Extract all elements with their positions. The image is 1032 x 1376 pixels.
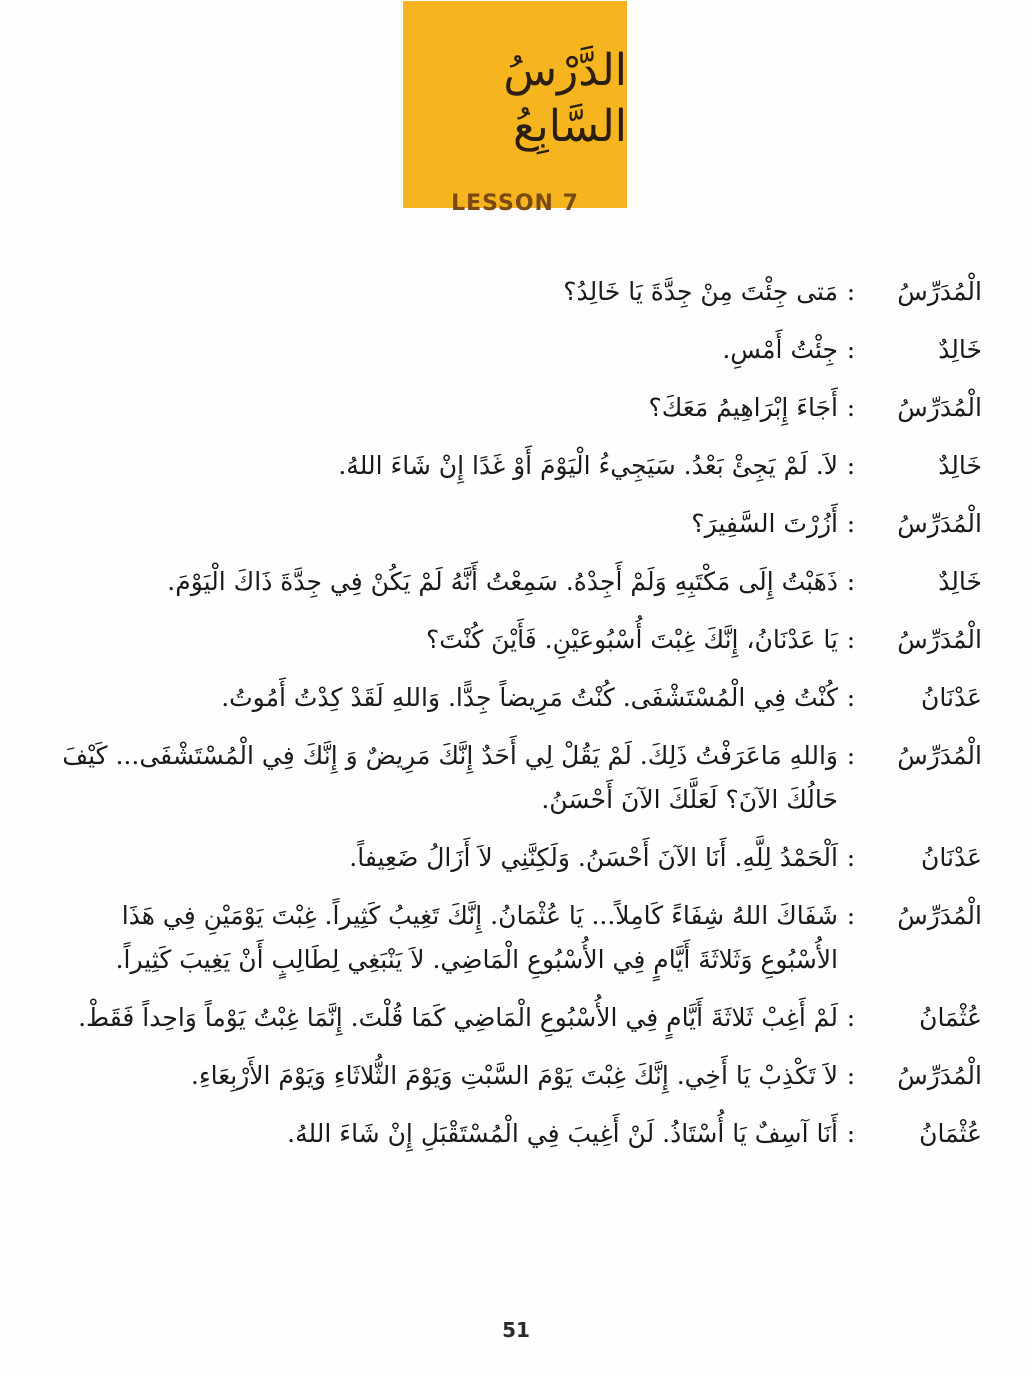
lesson-title-box xyxy=(403,1,627,216)
speech-text: يَا عَدْنَانُ، إِنَّكَ غِبْتَ أُسْبُوعَيْنِ. فَأَيْنَ كُنْتَ؟ xyxy=(425,625,838,654)
speaker-colon: : xyxy=(846,393,856,422)
dialogue-line xyxy=(50,502,982,546)
dialogue-line xyxy=(50,676,982,720)
lesson-title-english: LESSON 7 xyxy=(451,191,579,216)
speech-text: أَزُرْتَ السَّفِيرَ؟ xyxy=(691,509,838,538)
dialogue-line xyxy=(50,560,982,604)
speaker-colon: : xyxy=(846,1119,856,1148)
speech-text: لَمْ أَغِبْ ثَلاثَةَ أَيَّامٍ فِي الأُسْبُوعِ الْمَاضِي كَمَا قُلْتَ. إِنَّمَا غِبْتُ يَوْماً وَاحِداً فَقَطْ. xyxy=(78,1003,838,1032)
speaker-colon: : xyxy=(846,1003,856,1032)
speech-text: لاَ تَكْذِبْ يَا أَخِي. إِنَّكَ غِبْتَ يَوْمَ السَّبْتِ وَيَوْمَ الثُّلاثَاءِ وَيَوْمَ الأَرْبِعَاءِ. xyxy=(190,1061,838,1090)
speaker-colon: : xyxy=(846,1061,856,1090)
speech-text: جِئْتُ أَمْسِ. xyxy=(722,335,838,364)
speech-text: ذَهَبْتُ إِلَى مَكْتَبِهِ وَلَمْ أَجِدْهُ. سَمِعْتُ أَنَّهُ لَمْ يَكُنْ فِي جِدَّةَ ذَاكَ الْيَوْمَ. xyxy=(167,567,838,596)
speaker-name: الْمُدَرِّسُ xyxy=(897,625,982,654)
dialogue xyxy=(50,270,982,1170)
page-number: 51 xyxy=(502,1318,530,1342)
speaker-name: خَالِدٌ xyxy=(938,567,982,596)
speaker-colon: : xyxy=(846,277,856,306)
speaker-name: الْمُدَرِّسُ xyxy=(897,1061,982,1090)
dialogue-line xyxy=(50,270,982,314)
speaker-name: خَالِدٌ xyxy=(938,451,982,480)
speech-text: أَجَاءَ إِبْرَاهِيمُ مَعَكَ؟ xyxy=(648,393,838,422)
dialogue-line xyxy=(50,618,982,662)
speech-text: لاَ. لَمْ يَجِئْ بَعْدُ. سَيَجِيءُ الْيَوْمَ أَوْ غَدًا إِنْ شَاءَ اللهُ. xyxy=(338,451,838,480)
speaker-name: الْمُدَرِّسُ xyxy=(897,509,982,538)
dialogue-line xyxy=(50,328,982,372)
dialogue-line xyxy=(50,894,982,982)
speaker-colon: : xyxy=(846,901,856,930)
speaker-colon: : xyxy=(846,567,856,596)
speech-text: وَاللهِ مَاعَرَفْتُ ذَلِكَ. لَمْ يَقُلْ لِي أَحَدٌ إِنَّكَ مَرِيضٌ وَ إِنَّكَ فِي الْمُسْتَشْفَى... كَيْفَ حَالُكَ الآنَ؟ لَعَلَّكَ الآنَ أَحْسَنُ. xyxy=(62,741,838,814)
speech-text: شَفَاكَ اللهُ شِفَاءً كَامِلاً... يَا عُثْمَانُ. إِنَّكَ تَغِيبُ كَثِيراً. غِبْتَ يَوْمَيْنِ فِي هَذَا الأُسْبُوعِ وَثَلاثَةَ أَيَّامٍ فِي الأُسْبُوعِ الْمَاضِي. لاَ يَنْبَغِي لِطَالِبٍ أَنْ يَغِيبَ كَثِيراً. xyxy=(115,901,838,974)
speaker-name: عُثْمَانُ xyxy=(919,1119,982,1148)
dialogue-line xyxy=(50,1054,982,1098)
lesson-title-arabic: الدَّرْسُ السَّابِعُ xyxy=(503,45,627,152)
speaker-name: الْمُدَرِّسُ xyxy=(897,901,982,930)
speaker-name: عَدْنَانُ xyxy=(921,683,982,712)
speaker-colon: : xyxy=(846,451,856,480)
speaker-colon: : xyxy=(846,509,856,538)
speech-text: كُنْتُ فِي الْمُسْتَشْفَى. كُنْتُ مَرِيضاً جِدًّا. وَاللهِ لَقَدْ كِدْتُ أَمُوتُ. xyxy=(221,683,838,712)
speaker-colon: : xyxy=(846,741,856,770)
speech-text: اَلْحَمْدُ لِلَّهِ. أَنَا الآنَ أَحْسَنُ. وَلَكِنَّنِي لاَ أَزَالُ ضَعِيفاً. xyxy=(349,843,838,872)
speaker-name: خَالِدٌ xyxy=(938,335,982,364)
speaker-name: عَدْنَانُ xyxy=(921,843,982,872)
dialogue-line xyxy=(50,734,982,822)
speaker-colon: : xyxy=(846,843,856,872)
dialogue-line xyxy=(50,386,982,430)
dialogue-line xyxy=(50,444,982,488)
speech-text: مَتى جِئْتَ مِنْ جِدَّةَ يَا خَالِدُ؟ xyxy=(563,277,838,306)
speaker-colon: : xyxy=(846,625,856,654)
speaker-colon: : xyxy=(846,335,856,364)
speaker-name: الْمُدَرِّسُ xyxy=(897,277,982,306)
speaker-colon: : xyxy=(846,683,856,712)
dialogue-line xyxy=(50,836,982,880)
dialogue-line xyxy=(50,1112,982,1156)
speaker-name: الْمُدَرِّسُ xyxy=(897,741,982,770)
speaker-name: الْمُدَرِّسُ xyxy=(897,393,982,422)
dialogue-line xyxy=(50,996,982,1040)
speech-text: أَنَا آسِفٌ يَا أُسْتَاذُ. لَنْ أَغِيبَ فِي الْمُسْتَقْبَلِ إِنْ شَاءَ اللهُ. xyxy=(287,1119,838,1148)
speaker-name: عُثْمَانُ xyxy=(919,1003,982,1032)
